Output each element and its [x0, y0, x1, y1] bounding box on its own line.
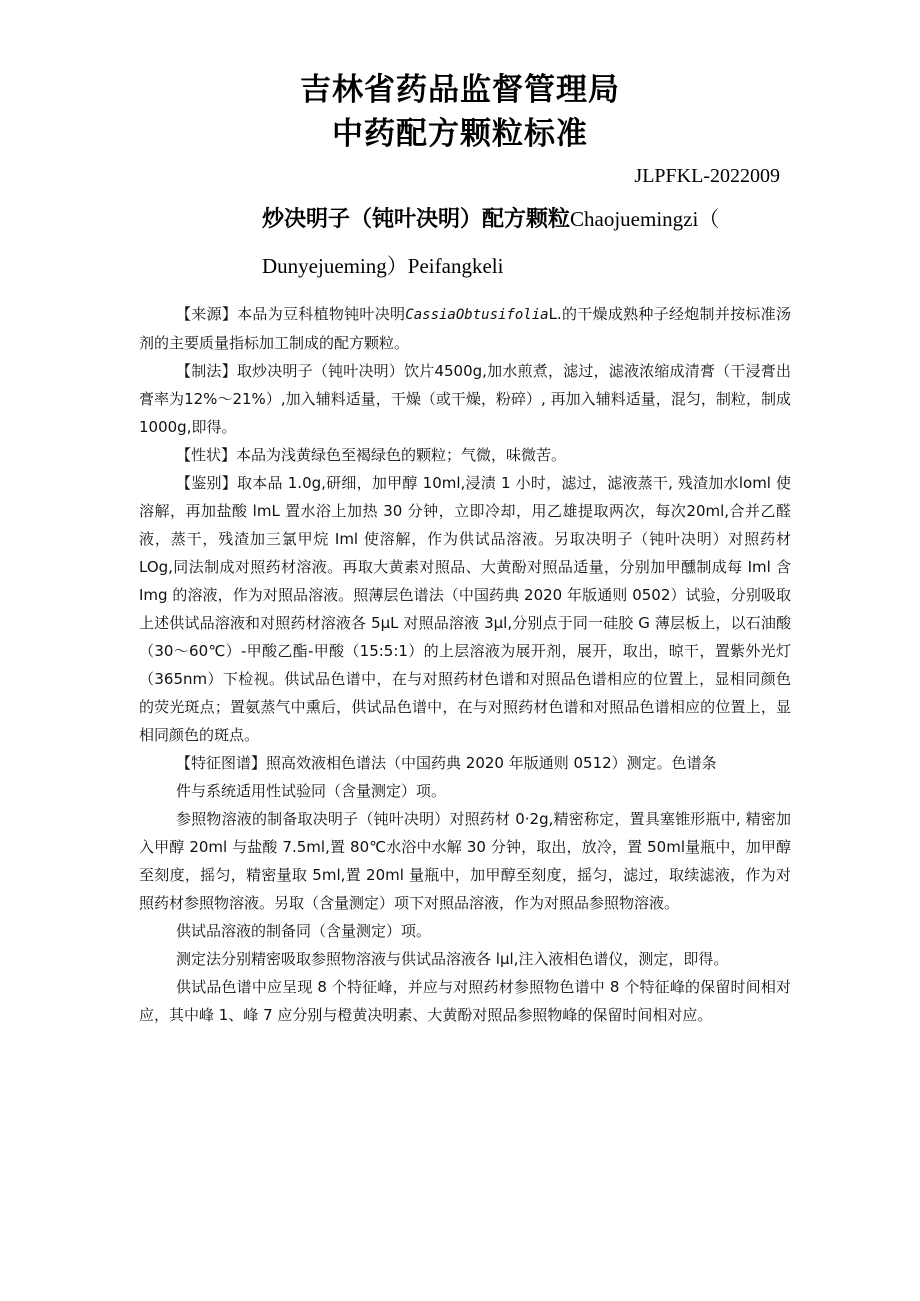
characteristics-label: 【性状】: [176, 446, 237, 464]
fingerprint-label: 【特征图谱】: [176, 754, 267, 772]
fingerprint-text-line1: 照高效液相色谱法（中国药典 2020 年版通则 0512）测定。色谱条: [266, 754, 717, 772]
source-paragraph: [139, 300, 791, 357]
characteristics-paragraph: [139, 441, 791, 469]
method-paragraph: 测定法分别精密吸取参照物溶液与供试品溶液各 lμl,注入液相色谱仪，测定，即得。: [176, 950, 729, 968]
preparation-paragraph: [139, 357, 791, 441]
fingerprint-text-line2: 件与系统适用性试验同（含量测定）项。: [176, 782, 447, 800]
product-name-pinyin: Chaojuemingzi（ Dunyejueming）Peifangkeli: [262, 207, 720, 278]
agency-title: 吉林省药品监督管理局: [300, 72, 620, 108]
source-latin-name: CassiaObtusifolia: [405, 307, 549, 323]
preparation-text: 取炒决明子（钝叶决明）饮片4500g,加水煎煮，滤过，滤液浓缩成清膏（干浸膏出膏率为12%～21%）,加入辅料适量，干燥（或干燥，粉碎）, 再加入辅料适量，混匀，制粒，制成1000g,即得。: [139, 362, 791, 436]
identification-text: 取本品 1.0g,研细，加甲醇 10ml,浸渍 1 小时，滤过，滤液蒸干, 残渣加水loml 使溶解，再加盐酸 lmL 置水浴上加热 30 分钟，立即冷却，用乙雄提取两次，每次20ml,合并乙醛液，蒸干，残渣加三氯甲烷 Iml 使溶解，作为供试品溶液。另取决明子（钝叶决明）对照药材 LOg,同法制成对照药材溶液。再取大黄素对照品、大黄酚对照品适量，分别加甲醺制成每 Iml 含 Img 的溶液，作为对照品溶液。照薄层色谱法（中国药典 2020 年版通则 0502）试验，分别吸取上述供试品溶液和对照药材溶液各 5μL 对照品溶液 3μl,分别点于同一硅胶 G 薄层板上，以石油酸（30～60℃）-甲酸乙酯-甲酸（15:5:1）的上层溶液为展开剂，展开，取出，晾干，置紫外光灯（365nm）下检视。供试品色谱中，在与对照药材色谱和对照品色谱相应的位置上，显相同颜色的荧光斑点；置氨蒸气中熏后，供试品色谱中，在与对照药材色谱和对照品色谱相应的位置上，显相同颜色的斑点。: [139, 474, 791, 744]
result-paragraph: 供试品色谱中应呈现 8 个特征峰，并应与对照药材参照物色谱中 8 个特征峰的保留时间相对应，其中峰 1、峰 7 应分别与橙黄决明素、大黄酚对照品参照物峰的保留时间相对应。: [139, 978, 791, 1024]
identification-label: 【鉴别】: [176, 474, 237, 492]
characteristics-text: 本品为浅黄绿色至褐绿色的颗粒；气微，味微苦。: [236, 446, 567, 464]
document-body: [139, 300, 791, 1029]
standard-code: JLPFKL-2022009: [634, 165, 780, 187]
identification-paragraph: [139, 469, 791, 749]
source-text-before: 本品为豆科植物钝叶决明: [237, 305, 406, 323]
product-title: [262, 196, 792, 289]
standard-title: 中药配方颗粒标准: [332, 116, 588, 152]
product-name-cn: 炒决明子（钝叶决明）配方颗粒: [262, 207, 571, 232]
source-label: 【来源】: [176, 305, 238, 323]
preparation-label: 【制法】: [176, 362, 237, 380]
source-text-after: L.的干燥成熟种子经炮制并按标准汤剂的主要质量指标加工制成的配方颗粒。: [139, 305, 791, 352]
reference-solution-paragraph: 参照物溶液的制备取决明子（钝叶决明）对照药材 0·2g,精密称定，置具塞锥形瓶中, 精密加入甲醇 20ml 与盐酸 7.5ml,置 80℃水浴中水解 30 分钟，取出，放冷，置 50ml量瓶中，加甲醇至刻度，摇匀，精密量取 5ml,置 20ml 量瓶中，加甲醇至刻度，摇匀，滤过，取续滤液，作为对照药材参照物溶液。另取（含量测定）项下对照品溶液，作为对照品参照物溶液。: [139, 810, 791, 912]
test-solution-paragraph: 供试品溶液的制备同（含量测定）项。: [176, 922, 432, 940]
fingerprint-paragraph: [139, 749, 791, 777]
